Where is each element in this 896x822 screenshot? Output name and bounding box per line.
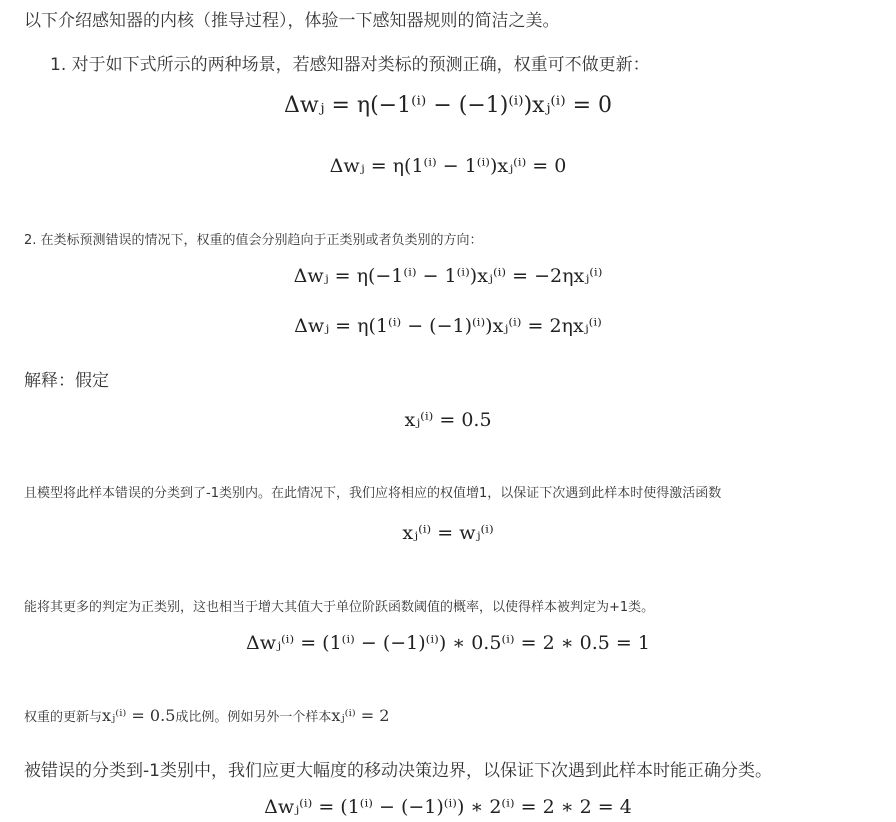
- intro-text: 以下介绍感知器的内核（推导过程），体验一下感知器规则的简洁之美。: [24, 11, 560, 31]
- inline-math-1: xⱼ⁽ⁱ⁾ = 0.5: [102, 706, 176, 725]
- paragraph-1: 且模型将此样本错误的分类到了-1类别内。在此情况下，我们应将相应的权值增1，以保证下次遇到此样本时使得激活函数: [24, 486, 722, 501]
- inline-math-2: xⱼ⁽ⁱ⁾ = 2: [331, 706, 390, 725]
- equation-7: Δwⱼ⁽ⁱ⁾ = (1⁽ⁱ⁾ − (−1)⁽ⁱ⁾) ∗ 0.5⁽ⁱ⁾ = 2 ∗ 0.5 = 1: [246, 632, 650, 654]
- equation-2: Δwⱼ = η(1⁽ⁱ⁾ − 1⁽ⁱ⁾)xⱼ⁽ⁱ⁾ = 0: [329, 155, 567, 177]
- paragraph-4: 被错误的分类到-1类别中，我们应更大幅度的移动决策边界，以保证下次遇到此样本时能正确分类。: [24, 761, 772, 781]
- equation-5: xⱼ⁽ⁱ⁾ = 0.5: [404, 409, 492, 431]
- paragraph-3-part-a: 权重的更新与: [24, 710, 103, 725]
- equation-4: Δwⱼ = η(1⁽ⁱ⁾ − (−1)⁽ⁱ⁾)xⱼ⁽ⁱ⁾ = 2ηxⱼ⁽ⁱ⁾: [294, 315, 602, 337]
- equation-1: Δwⱼ = η(−1⁽ⁱ⁾ − (−1)⁽ⁱ⁾)xⱼ⁽ⁱ⁾ = 0: [283, 93, 613, 118]
- explain-label: 解释：假定: [24, 371, 109, 391]
- equation-6: xⱼ⁽ⁱ⁾ = wⱼ⁽ⁱ⁾: [402, 522, 494, 544]
- paragraph-3: [24, 706, 389, 725]
- equation-8: Δwⱼ⁽ⁱ⁾ = (1⁽ⁱ⁾ − (−1)⁽ⁱ⁾) ∗ 2⁽ⁱ⁾ = 2 ∗ 2 = 4: [264, 796, 632, 818]
- point-1-text: 1. 对于如下式所示的两种场景，若感知器对类标的预测正确，权重可不做更新：: [50, 55, 650, 75]
- point-2-text: 2. 在类标预测错误的情况下，权重的值会分别趋向于正类别或者负类别的方向：: [24, 233, 483, 248]
- paragraph-2: 能将其更多的判定为正类别，这也相当于增大其值大于单位阶跃函数阈值的概率，以使得样本被判定为+1类。: [24, 600, 655, 615]
- paragraph-3-part-b: 成比例。例如另外一个样本: [175, 710, 332, 725]
- equation-3: Δwⱼ = η(−1⁽ⁱ⁾ − 1⁽ⁱ⁾)xⱼ⁽ⁱ⁾ = −2ηxⱼ⁽ⁱ⁾: [293, 265, 603, 287]
